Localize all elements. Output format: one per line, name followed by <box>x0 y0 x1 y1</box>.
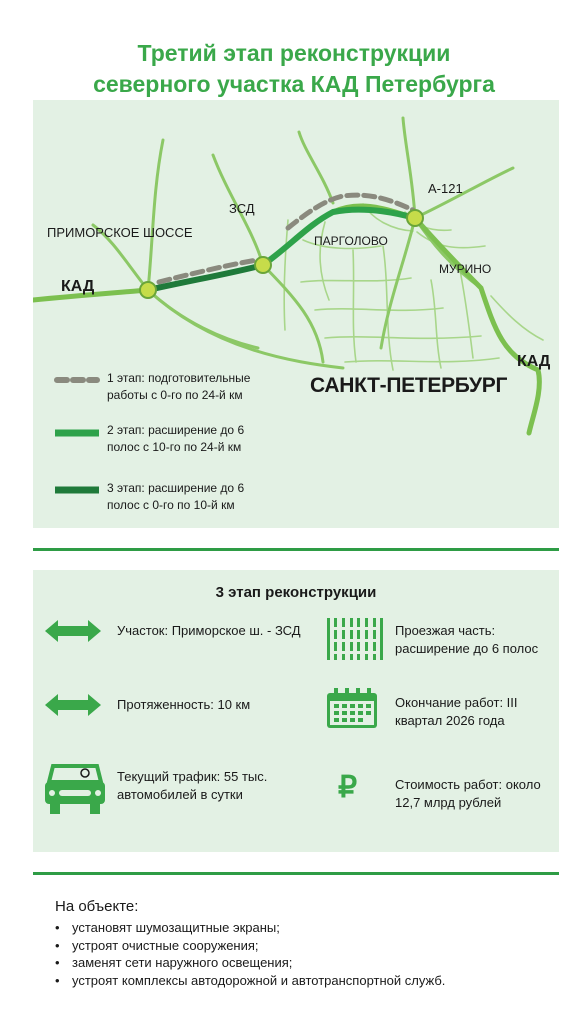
legend-text-stage3: 3 этап: расширение до 6 полос с 0-го по 10-й км <box>107 481 245 512</box>
info-text-completion: Окончание работ: III квартал 2026 года <box>395 695 518 728</box>
street-line <box>353 250 356 362</box>
road-a121-north <box>403 118 415 218</box>
street-line <box>284 220 288 330</box>
street-line <box>315 308 443 310</box>
street-line <box>301 278 411 282</box>
page-title-line1: Третий этап реконструкции <box>137 40 451 66</box>
info-panel <box>33 570 559 852</box>
street-line <box>345 358 499 362</box>
street-line <box>431 280 441 368</box>
street-line <box>325 336 481 338</box>
node-a121 <box>407 210 423 226</box>
list-item: • устроят комплексы автодорожной и автотранспортной служб. <box>55 972 445 990</box>
divider-top <box>33 548 559 551</box>
info-text-traffic: Текущий трафик: 55 тыс. автомобилей в сутки <box>117 769 268 802</box>
label-a121: А-121 <box>428 181 463 196</box>
car-icon <box>43 760 107 818</box>
info-text-section: Участок: Приморское ш. - ЗСД <box>117 623 301 638</box>
road-lanes-icon <box>327 618 383 660</box>
list-item: • установят шумозащитные экраны; <box>55 919 445 937</box>
works-title: На объекте: <box>55 898 139 915</box>
label-city: САНКТ-ПЕТЕРБУРГ <box>310 374 508 397</box>
road-zsd-south <box>263 265 323 362</box>
label-murino: МУРИНО <box>439 262 492 276</box>
label-kad-east: КАД <box>517 353 551 370</box>
label-primorskoe: ПРИМОРСКОЕ ШОССЕ <box>47 225 193 240</box>
works-list <box>55 919 445 989</box>
road-south-link <box>148 290 258 348</box>
list-item: • устроят очистные сооружения; <box>55 937 445 955</box>
double-arrow-icon <box>45 692 101 718</box>
info-text-lanes: Проезжая часть: расширение до 6 полос <box>395 623 539 656</box>
double-arrow-icon <box>45 618 101 644</box>
divider-bottom <box>33 872 559 875</box>
info-text-length: Протяженность: 10 км <box>117 697 251 712</box>
road-north-mid <box>299 132 333 203</box>
list-item: • заменят сети наружного освещения; <box>55 954 445 972</box>
road-north-left <box>148 140 163 290</box>
street-line <box>383 246 393 370</box>
page-title-line2: северного участка КАД Петербурга <box>93 71 495 97</box>
kad-stage3-solid <box>148 265 263 290</box>
node-zsd <box>255 257 271 273</box>
calendar-icon <box>327 688 377 728</box>
ruble-icon: ₽ <box>338 771 358 804</box>
map-panel <box>33 100 559 528</box>
legend-text-stage2: 2 этап: расширение до 6 полос с 10-го по 24-й км <box>107 423 245 454</box>
map-roads <box>33 100 559 528</box>
info-heading: 3 этап реконструкции <box>215 584 377 601</box>
info-text-cost: Стоимость работ: около 12,7 млрд рублей <box>395 777 541 810</box>
label-zsd: ЗСД <box>229 201 255 216</box>
legend-text-stage1: 1 этап: подготовительные работы с 0-го по 24-й км <box>107 371 251 402</box>
label-pargolovo: ПАРГОЛОВО <box>314 234 388 248</box>
node-primorskoe <box>140 282 156 298</box>
label-kad-west: КАД <box>61 278 95 295</box>
